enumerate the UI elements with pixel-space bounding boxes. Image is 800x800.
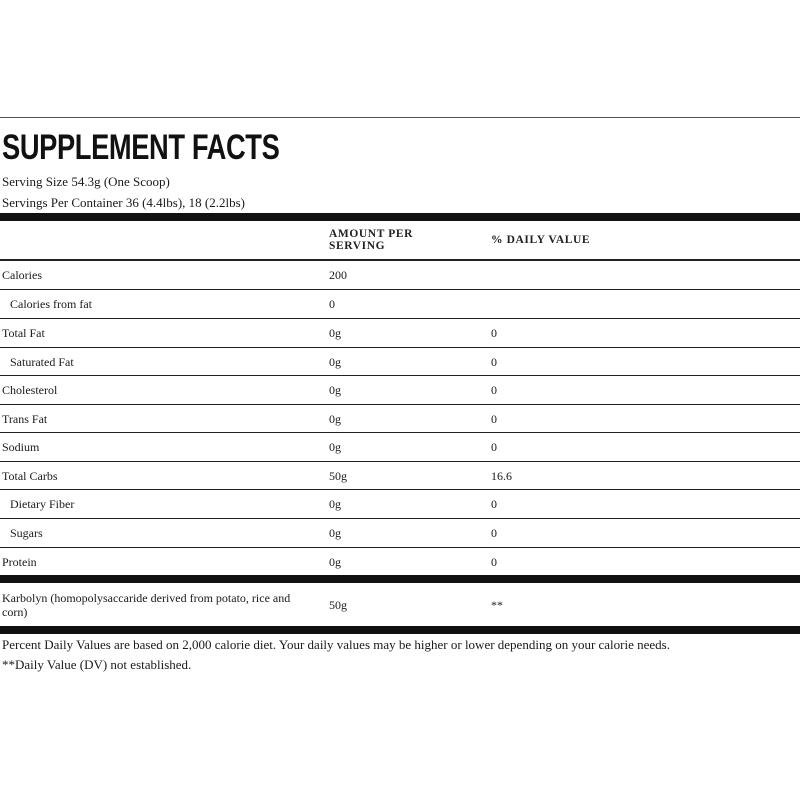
serving-size: Serving Size 54.3g (One Scoop) — [2, 174, 170, 189]
table-row — [0, 405, 800, 433]
table-row — [0, 376, 800, 404]
nutrient-name: Sugars — [10, 526, 43, 540]
table-row — [0, 462, 800, 490]
nutrient-daily-value: 0 — [491, 355, 497, 369]
special-ingredient-name-line2: corn) — [2, 605, 28, 619]
nutrient-amount: 0 — [329, 297, 335, 311]
nutrient-daily-value: 0 — [491, 497, 497, 511]
nutrient-daily-value: 0 — [491, 526, 497, 540]
nutrient-name: Sodium — [2, 440, 40, 454]
nutrient-name: Dietary Fiber — [10, 497, 75, 511]
nutrient-daily-value: 0 — [491, 412, 497, 426]
footnote-daily-values: Percent Daily Values are based on 2,000 calorie diet. Your daily values may be higher or lower depending on your calorie needs. — [2, 637, 670, 652]
nutrient-amount: 0g — [329, 497, 341, 511]
table-row — [0, 519, 800, 547]
footnote-dv-not-established: **Daily Value (DV) not established. — [2, 657, 192, 672]
nutrient-amount: 0g — [329, 440, 341, 454]
special-ingredient-amount: 50g — [329, 598, 347, 612]
special-ingredient-name-line1: Karbolyn (homopolysaccaride derived from potato, rice and — [2, 591, 291, 605]
nutrient-name: Calories from fat — [10, 297, 92, 311]
nutrient-name: Saturated Fat — [10, 355, 74, 369]
table-row — [0, 490, 800, 518]
table-row — [0, 261, 800, 289]
table-row — [0, 433, 800, 461]
nutrient-amount: 0g — [329, 555, 341, 569]
special-ingredient-daily-value: ** — [491, 598, 503, 612]
nutrient-name: Total Carbs — [2, 469, 58, 483]
table-row — [0, 319, 800, 347]
nutrient-daily-value: 0 — [491, 326, 497, 340]
thick-divider-bottom — [0, 626, 800, 634]
servings-per-container: Servings Per Container 36 (4.4lbs), 18 (2.2lbs) — [2, 195, 246, 210]
nutrient-daily-value: 0 — [491, 440, 497, 454]
nutrient-name: Cholesterol — [2, 383, 58, 397]
nutrient-amount: 200 — [329, 268, 347, 282]
page-title: SUPPLEMENT FACTS — [2, 128, 280, 167]
nutrient-daily-value: 0 — [491, 383, 497, 397]
table-row — [0, 548, 800, 576]
header-amount-line2: SERVING — [329, 240, 386, 252]
nutrient-amount: 0g — [329, 412, 341, 426]
nutrient-amount: 50g — [329, 469, 347, 483]
header-daily-value: % DAILY VALUE — [491, 234, 591, 246]
top-divider — [0, 117, 800, 118]
thick-divider-top — [0, 213, 800, 221]
nutrient-daily-value: 0 — [491, 555, 497, 569]
table-row — [0, 290, 800, 318]
thick-divider-middle — [0, 575, 800, 583]
nutrient-amount: 0g — [329, 383, 341, 397]
header-amount-line1: AMOUNT PER — [329, 228, 414, 240]
nutrient-amount: 0g — [329, 355, 341, 369]
table-row — [0, 348, 800, 376]
nutrient-name: Protein — [2, 555, 37, 569]
nutrient-name: Trans Fat — [2, 412, 48, 426]
nutrient-name: Total Fat — [2, 326, 45, 340]
nutrient-daily-value: 16.6 — [491, 469, 512, 483]
nutrient-name: Calories — [2, 268, 42, 282]
nutrient-amount: 0g — [329, 326, 341, 340]
nutrient-amount: 0g — [329, 526, 341, 540]
